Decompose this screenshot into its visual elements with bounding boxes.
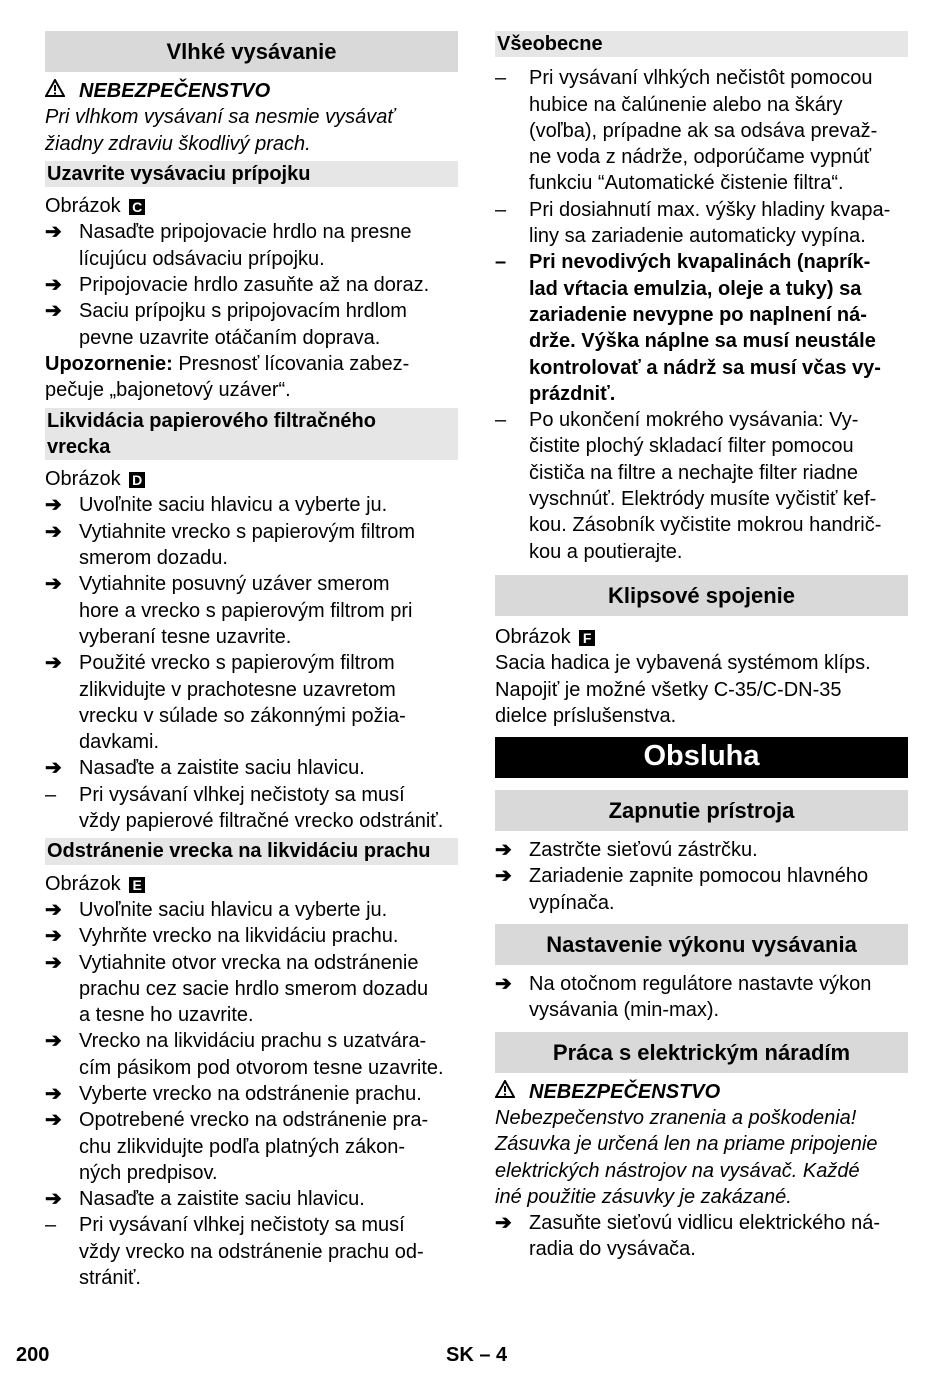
arrow-right-icon: ➔ xyxy=(45,925,62,948)
paper-dash-item xyxy=(45,782,458,835)
note-text: Presnosť lícovania zabez- xyxy=(172,352,410,375)
list-item-line: Zariadenie zapnite pomocou hlavného xyxy=(529,865,869,888)
list-item-line: vyberaní tesne uzavrite. xyxy=(79,625,292,648)
dash-marker: – xyxy=(45,783,57,806)
list-item-line: hore a vrecko s papierovým filtrom pri xyxy=(79,599,413,622)
list-item-line: lad vŕtacia emulzia, oleje a tuky) sa xyxy=(529,277,862,300)
arrow-right-icon: ➔ xyxy=(495,1212,512,1235)
list-item-line: smerom dozadu. xyxy=(79,547,228,570)
arrow-right-icon: ➔ xyxy=(45,1109,62,1132)
text-line: Napojiť je možné všetky C-35/C-DN-35 xyxy=(495,678,842,701)
dash-marker: – xyxy=(495,409,507,432)
list-item-line: radia do vysávača. xyxy=(529,1238,696,1261)
list-item xyxy=(495,249,908,407)
text-line: Nebezpečenstvo zranenia a poškodenia! xyxy=(495,1106,857,1129)
list-item xyxy=(495,197,908,250)
figure-reference xyxy=(45,466,458,492)
arrow-right-icon: ➔ xyxy=(45,494,62,517)
list-item-line: Zastrčte sieťovú zástrčku. xyxy=(529,839,758,862)
list-item xyxy=(495,863,908,916)
danger-text-line: Pri vlhkom vysávaní sa nesmie vysávať xyxy=(45,106,395,129)
list-item-line: Pri vysávaní vlhkých nečistôt pomocou xyxy=(529,67,873,90)
danger-label: NEBEZPEČENSTVO xyxy=(79,80,271,102)
operation-heading: Obsluha xyxy=(495,737,908,778)
dash-marker: – xyxy=(45,1214,57,1237)
paper-bag-heading xyxy=(45,408,458,461)
list-item-line: kontrolovať a nádrž sa musí včas vy- xyxy=(529,356,881,379)
list-item-line: vrecku v súlade so zákonnými požia- xyxy=(79,704,406,727)
list-item-line: liny sa zariadenie automaticky vypína. xyxy=(529,225,866,248)
list-item xyxy=(45,755,458,781)
list-item xyxy=(45,272,458,298)
text-line: Sacia hadica je vybavená systémom klíps. xyxy=(495,652,871,675)
list-item-line: vypínača. xyxy=(529,891,615,914)
arrow-right-icon: ➔ xyxy=(45,573,62,596)
paper-bag-heading-line: vrecka xyxy=(47,435,111,458)
list-item-line: ne voda z nádrže, odporúčame vypnúť xyxy=(529,146,872,169)
list-item-line: davkami. xyxy=(79,731,160,754)
danger-text-line: žiadny zdraviu škodlivý prach. xyxy=(45,132,311,155)
arrow-right-icon: ➔ xyxy=(495,973,512,996)
right-column xyxy=(495,31,908,1263)
list-item-line: a tesne ho uzavrite. xyxy=(79,1004,254,1027)
list-item-line: funkciu “Automatické čistenie filtra“. xyxy=(529,172,844,195)
list-item-line: Nasaďte a zaistite saciu hlavicu. xyxy=(79,1188,365,1211)
close-steps xyxy=(45,219,458,350)
list-item xyxy=(45,1107,458,1186)
warning-icon xyxy=(45,78,67,104)
list-item-line: Po ukončení mokrého vysávania: Vy- xyxy=(529,409,859,432)
dash-marker: – xyxy=(495,67,507,90)
arrow-right-icon: ➔ xyxy=(495,865,512,888)
general-last-item xyxy=(495,407,908,565)
arrow-right-icon: ➔ xyxy=(45,1030,62,1053)
arrow-right-icon: ➔ xyxy=(45,520,62,543)
dash-marker: – xyxy=(495,198,507,221)
clip-text xyxy=(495,650,908,729)
list-item xyxy=(45,1028,458,1081)
list-item-line: prachu cez sacie hrdlo smerom dozadu xyxy=(79,977,429,1000)
left-column xyxy=(45,31,458,1291)
list-item-line: Uvoľnite saciu hlavicu a vyberte ju. xyxy=(79,494,388,517)
list-item-line: Saciu prípojku s pripojovacím hrdlom xyxy=(79,300,407,323)
arrow-right-icon: ➔ xyxy=(45,1188,62,1211)
list-item xyxy=(45,219,458,272)
arrow-right-icon: ➔ xyxy=(45,652,62,675)
list-item-line: Vytiahnite vrecko s papierovým filtrom xyxy=(79,520,416,543)
section-label: SK – 4 xyxy=(446,1344,508,1366)
list-item xyxy=(495,407,908,565)
list-item xyxy=(45,298,458,351)
list-item-line: čističa na filtre a nechajte filter riadne xyxy=(529,461,859,484)
list-item-line: Uvoľnite saciu hlavicu a vyberte ju. xyxy=(79,898,388,921)
suction-power-heading: Nastavenie výkonu vysávania xyxy=(495,924,908,965)
suction-steps xyxy=(495,971,908,1024)
text-line: elektrických nástrojov na vysávač. Každé xyxy=(495,1159,860,1182)
arrow-right-icon: ➔ xyxy=(45,757,62,780)
list-item xyxy=(45,1212,458,1291)
list-item-line: pevne uzavrite otáčaním doprava. xyxy=(79,326,381,349)
note-paragraph xyxy=(45,351,458,377)
figure-word: Obrázok xyxy=(45,468,121,491)
list-item-line: Pri dosiahnutí max. výšky hladiny kvapa- xyxy=(529,198,891,221)
list-item-line: prázdniť. xyxy=(529,382,616,405)
list-item xyxy=(45,1081,458,1107)
figure-word: Obrázok xyxy=(45,195,121,218)
list-item-line: chu zlikvidujte podľa platných zákon- xyxy=(79,1135,406,1158)
arrow-right-icon: ➔ xyxy=(45,1082,62,1105)
list-item-line: Pri nevodivých kvapalinách (naprík- xyxy=(529,251,871,274)
list-item-line: Vrecko na likvidáciu prachu s uzatvára- xyxy=(79,1030,427,1053)
list-item-line: hubice na čalúnenie alebo na škáry xyxy=(529,93,843,116)
wet-vacuuming-heading: Vlhké vysávanie xyxy=(45,31,458,72)
list-item-line: Vytiahnite posuvný uzáver smerom xyxy=(79,573,390,596)
list-item-line: Pri vysávaní vlhkej nečistoty sa musí xyxy=(79,783,405,806)
figure-word: Obrázok xyxy=(45,872,121,895)
list-item xyxy=(45,923,458,949)
text-line: Zásuvka je určená len na priame pripojenie xyxy=(495,1133,878,1156)
dust-bag-heading: Odstránenie vrecka na likvidáciu prachu xyxy=(45,838,458,864)
list-item xyxy=(45,650,458,755)
list-item-line: Nasaďte pripojovacie hrdlo na presne xyxy=(79,221,412,244)
paper-steps xyxy=(45,492,458,781)
page-number: 200 xyxy=(16,1344,50,1366)
list-item-line: lícujúcu odsávaciu prípojku. xyxy=(79,247,325,270)
list-item xyxy=(45,1186,458,1212)
list-item xyxy=(495,837,908,863)
list-item xyxy=(45,782,458,835)
arrow-right-icon: ➔ xyxy=(45,951,62,974)
arrow-right-icon: ➔ xyxy=(45,221,62,244)
list-item-line: vyschnúť. Elektródy musíte vyčistiť kef- xyxy=(529,488,877,511)
general-items xyxy=(495,65,908,249)
arrow-right-icon: ➔ xyxy=(45,898,62,921)
paper-bag-heading-line: Likvidácia papierového filtračného xyxy=(47,409,376,432)
general-heading: Všeobecne xyxy=(495,31,908,57)
note-label: Upozornenie: xyxy=(45,352,173,375)
tools-danger-text xyxy=(495,1105,908,1210)
figure-letter: D xyxy=(129,472,145,488)
list-item-line: Vyberte vrecko na odstránenie prachu. xyxy=(79,1082,422,1105)
list-item xyxy=(495,971,908,1024)
note-text-line: pečuje „bajonetový uzáver“. xyxy=(45,379,291,402)
list-item xyxy=(45,492,458,518)
figure-reference xyxy=(45,871,458,897)
figure-word: Obrázok xyxy=(495,625,571,648)
list-item-line: Nasaďte a zaistite saciu hlavicu. xyxy=(79,757,365,780)
list-item xyxy=(45,897,458,923)
list-item-line: vysávania (min-max). xyxy=(529,999,720,1022)
arrow-right-icon: ➔ xyxy=(45,300,62,323)
dust-steps xyxy=(45,897,458,1213)
close-connection-heading: Uzavrite vysávaciu prípojku xyxy=(45,161,458,187)
list-item-line: Pri vysávaní vlhkej nečistoty sa musí xyxy=(79,1214,405,1237)
list-item-line: ných predpisov. xyxy=(79,1161,218,1184)
figure-letter: C xyxy=(129,199,145,215)
danger-heading xyxy=(495,1079,908,1105)
list-item-line: kou. Zásobník vyčistite mokrou handrič- xyxy=(529,514,882,537)
list-item-line: Vyhrňte vrecko na likvidáciu prachu. xyxy=(79,925,399,948)
figure-letter: E xyxy=(129,877,145,893)
arrow-right-icon: ➔ xyxy=(495,839,512,862)
list-item-line: Vytiahnite otvor vrecka na odstránenie xyxy=(79,951,419,974)
list-item-line: kou a poutierajte. xyxy=(529,540,683,563)
power-tools-heading: Práca s elektrickým náradím xyxy=(495,1032,908,1073)
list-item-line: Na otočnom regulátore nastavte výkon xyxy=(529,973,872,996)
general-bold-item xyxy=(495,249,908,407)
danger-heading xyxy=(45,78,458,104)
list-item-line: Použité vrecko s papierovým filtrom xyxy=(79,652,395,675)
list-item-line: Zasuňte sieťovú vidlicu elektrického ná- xyxy=(529,1212,881,1235)
list-item xyxy=(45,950,458,1029)
figure-letter: F xyxy=(579,630,595,646)
dust-dash-item xyxy=(45,1212,458,1291)
list-item-line: zlikvidujte v prachotesne uzavretom xyxy=(79,678,396,701)
figure-reference xyxy=(495,624,908,650)
power-steps xyxy=(495,837,908,916)
text-line: dielce príslušenstva. xyxy=(495,704,677,727)
clip-connection-heading: Klipsové spojenie xyxy=(495,575,908,616)
arrow-right-icon: ➔ xyxy=(45,274,62,297)
danger-label: NEBEZPEČENSTVO xyxy=(529,1080,721,1103)
list-item-line: Pripojovacie hrdlo zasuňte až na doraz. xyxy=(79,274,430,297)
list-item-line: (voľba), prípadne ak sa odsáva prevaž- xyxy=(529,119,878,142)
list-item-line: vždy vrecko na odstránenie prachu od- xyxy=(79,1240,424,1263)
tools-steps xyxy=(495,1210,908,1263)
list-item-line: strániť. xyxy=(79,1267,141,1290)
dash-marker: – xyxy=(495,251,507,274)
figure-reference xyxy=(45,193,458,219)
text-line: iné použitie zásuvky je zakázané. xyxy=(495,1185,792,1208)
list-item-line: čistite plochý skladací filter pomocou xyxy=(529,435,854,458)
list-item xyxy=(45,519,458,572)
list-item xyxy=(495,65,908,196)
list-item-line: cím pásikom pod otvorom tesne uzavrite. xyxy=(79,1056,444,1079)
list-item-line: zariadenie nevypne po naplnení ná- xyxy=(529,303,867,326)
list-item xyxy=(495,1210,908,1263)
power-on-heading: Zapnutie prístroja xyxy=(495,790,908,831)
warning-icon xyxy=(495,1079,517,1105)
list-item-line: vždy papierové filtračné vrecko odstrániť. xyxy=(79,810,444,833)
list-item-line: Opotrebené vrecko na odstránenie pra- xyxy=(79,1109,429,1132)
list-item-line: drže. Výška náplne sa musí neustále xyxy=(529,330,876,353)
list-item xyxy=(45,571,458,650)
